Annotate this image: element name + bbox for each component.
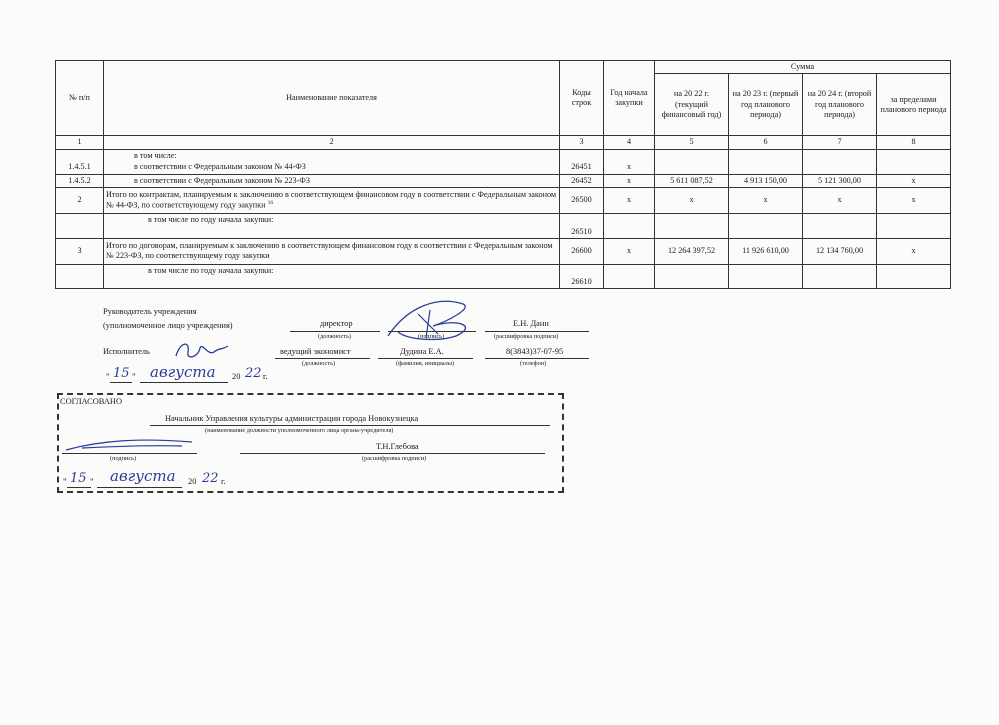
header-col6: на 20 23 г. (первый год планового периода) [729,74,803,136]
table-row [56,238,951,264]
approval-position-line [150,425,550,426]
row-year [604,264,655,288]
row-name-text: Итого по контрактам, планируемым к заключению в соответствующем финансовом году в соответствии с Федеральным законом № 44-ФЗ, по соответствующему году закупки [106,189,557,210]
head-label-line2: (уполномоченное лицо учреждения) [103,321,233,330]
executor-position-caption: (должность) [302,360,336,367]
row-value [877,149,951,174]
col-number: 4 [604,136,655,149]
row-num [56,264,104,288]
header-name: Наименование показателя [104,61,560,136]
row-value: x [877,187,951,213]
date-day: 15 [113,366,130,381]
row-value [729,213,803,238]
approval-date-suffix: г. [221,477,226,486]
approval-name: Т.Н.Глебова [376,442,419,451]
approval-date-century: 20 [188,477,197,486]
row-value: x [729,187,803,213]
row-value [655,213,729,238]
row-name [104,149,560,174]
row-value [655,264,729,288]
row-value [803,264,877,288]
header-col7: на 20 24 г. (второй год планового периода) [803,74,877,136]
col-number: 2 [104,136,560,149]
row-value: x [877,174,951,187]
approval-date-month-line [97,487,182,488]
executor-position: ведущий экономист [280,347,351,356]
row-num: 2 [56,187,104,213]
table-row [56,264,951,288]
approval-date-open-quote: " [63,477,67,487]
head-signature-caption: (подпись) [418,333,445,340]
executor-phone-caption: (телефон) [520,360,547,367]
header-col5: на 20 22 г. (текущий финансовый год) [655,74,729,136]
col-number: 7 [803,136,877,149]
col-number: 5 [655,136,729,149]
approval-date-month: августа [110,467,176,485]
date-open-quote: " [106,372,110,382]
row-value: x [877,238,951,264]
row-name-line1: в том числе: [134,151,177,161]
date-century: 20 [232,372,241,381]
row-value [877,264,951,288]
executor-name-caption: (фамилия, инициалы) [396,360,455,367]
approval-signature-line [62,453,197,454]
table-row [56,213,951,238]
row-name [104,187,560,213]
date-month-line [140,382,228,383]
date-suffix: г. [263,372,268,381]
approval-name-caption: (расшифровка подписи) [362,455,427,462]
row-value [803,149,877,174]
row-code: 26600 [560,238,604,264]
row-value [729,264,803,288]
row-value [729,149,803,174]
approval-title: СОГЛАСОВАНО [60,397,122,406]
row-value [803,213,877,238]
row-value: 5 121 300,00 [803,174,877,187]
date-day-line [110,382,132,383]
executor-phone: 8(3843)37-07-95 [506,347,564,356]
approval-date-day-line [67,487,91,488]
header-row-1 [56,61,951,74]
header-codes: Коды строк [560,61,604,136]
executor-phone-line [485,358,589,359]
col-number: 1 [56,136,104,149]
executor-name-line [378,358,473,359]
approval-date-close-quote: " [90,477,94,487]
col-number: 8 [877,136,951,149]
indicators-table [55,60,951,289]
row-value: 5 611 087,52 [655,174,729,187]
table-row [56,149,951,174]
approval-position-caption: (наименование должности уполномоченного лица органа-учредителя) [205,427,394,434]
row-name: Итого по договорам, планируемым к заключению в соответствующем финансовом году в соответствии с Федеральным законом № 223-ФЗ, по соответствующему году закупки [104,238,560,264]
row-year: x [604,149,655,174]
row-year: x [604,187,655,213]
row-value: x [655,187,729,213]
row-code: 26451 [560,149,604,174]
head-label-line1: Руководитель учреждения [103,307,197,316]
row-code: 26452 [560,174,604,187]
row-value [655,149,729,174]
head-name: Е.Н. Данн [513,319,549,328]
row-value: 11 926 610,00 [729,238,803,264]
executor-signature-scribble [172,338,234,364]
approval-date-year: 22 [202,471,219,486]
row-code: 26500 [560,187,604,213]
row-num: 1.4.5.1 [56,149,104,174]
header-sum: Сумма [655,61,951,74]
row-value: x [803,187,877,213]
table-row [56,174,951,187]
row-year: x [604,238,655,264]
row-year [604,213,655,238]
row-code: 26510 [560,213,604,238]
row-year: x [604,174,655,187]
row-name: в том числе по году начала закупки: [104,213,560,238]
head-signature-scribble [378,296,488,346]
approval-date-day: 15 [70,471,87,486]
approval-signature-caption: (подпись) [110,455,137,462]
header-num: № п/п [56,61,104,136]
row-num: 3 [56,238,104,264]
row-num [56,213,104,238]
row-value: 4 913 150,00 [729,174,803,187]
row-name: в соответствии с Федеральным законом № 223-ФЗ [104,174,560,187]
head-position-caption: (должность) [318,333,352,340]
col-number: 6 [729,136,803,149]
row-num: 1.4.5.2 [56,174,104,187]
date-month: августа [150,363,216,381]
executor-position-line [275,358,370,359]
row-code: 26610 [560,264,604,288]
head-position: директор [320,319,353,328]
head-position-line [290,331,380,332]
header-col8: за пределами планового периода [877,74,951,136]
executor-name: Дудина Е.А. [400,347,444,356]
table-row [56,187,951,213]
row-name-line2: в соответствии с Федеральным законом № 44-ФЗ [134,161,306,171]
col-number: 3 [560,136,604,149]
approval-position: Начальник Управления культуры администрации города Новокузнецка [165,414,419,423]
row-value [877,213,951,238]
row-value: 12 264 397,52 [655,238,729,264]
row-name: в том числе по году начала закупки: [104,264,560,288]
head-name-caption: (расшифровка подписи) [494,333,559,340]
head-name-line [485,331,589,332]
column-numbers-row [56,136,951,149]
header-year-start: Год начала закупки [604,61,655,136]
row-value: 12 134 760,00 [803,238,877,264]
date-close-quote: " [132,372,136,382]
footnote-mark: 16 [267,199,274,206]
date-year: 22 [245,366,262,381]
executor-label: Исполнитель [103,347,150,356]
approval-name-line [240,453,545,454]
